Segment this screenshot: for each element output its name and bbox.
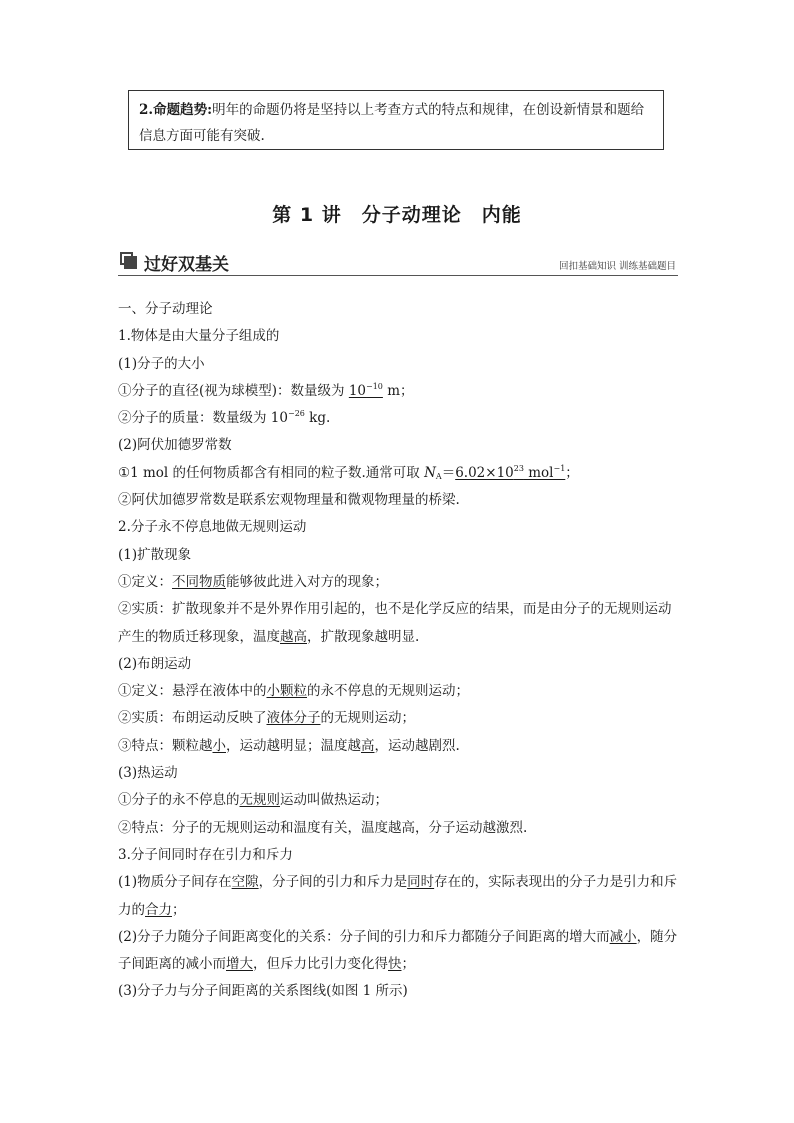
section-header [118, 249, 678, 276]
thermal-definition: ①分子的永不停息的无规则运动叫做热运动； [118, 792, 388, 809]
section-square-icon [120, 252, 136, 268]
trend-text: 明年的命题仍将是坚持以上考查方式的特点和规律，在创设新情景和题给信息方面可能有突破. [139, 102, 645, 144]
subpoint-brownian: (2)布朗运动 [118, 655, 192, 672]
point-3: 3.分子间同时存在引力和斥力 [118, 846, 293, 863]
subpoint-size: (1)分子的大小 [118, 355, 205, 372]
diffusion-essence: ②实质：扩散现象并不是外界作用引起的，也不是化学反应的结果，而是由分子的无规则运动产生的物质迁移现象，温度越高，扩散现象越明显. [118, 601, 672, 645]
section-title: 过好双基关 [144, 255, 229, 275]
trend-label: 2.命题趋势: [139, 102, 213, 118]
brownian-essence: ②实质：布朗运动反映了液体分子的无规则运动； [118, 710, 415, 727]
subpoint-avogadro: (2)阿伏加德罗常数 [118, 437, 232, 454]
brownian-features: ③特点：颗粒越小，运动越明显；温度越高，运动越剧烈. [118, 737, 460, 754]
main-content [118, 296, 680, 1006]
heading-molecular-theory: 一、分子动理论 [118, 301, 213, 317]
section-subtitle: 回扣基础知识 训练基础题目 [558, 261, 676, 272]
molecule-mass: ②分子的质量：数量级为 $10^{-26}$ kg. [118, 409, 331, 427]
avogadro-bridge: ②阿伏加德罗常数是联系宏观物理量和微观物理量的桥梁. [118, 492, 460, 509]
avogadro-value: ①1 mol 的任何物质都含有相同的粒子数.通常可取 $N_A=6.02\times 10^{23}$ mol$^{-1}$； [118, 463, 579, 481]
brownian-definition: ①定义：悬浮在液体中的小颗粒的永不停息的无规则运动； [118, 683, 469, 700]
point-2: 2.分子永不停息地做无规则运动 [118, 519, 307, 536]
thermal-features: ②特点：分子的无规则运动和温度有关，温度越高，分子运动越激烈. [118, 819, 528, 836]
force-graph-caption: (3)分子力与分子间距离的关系图线(如图 1 所示) [118, 983, 408, 1000]
subpoint-thermal-motion: (3)热运动 [118, 765, 178, 782]
diffusion-definition: ①定义：不同物质能够彼此进入对方的现象； [118, 573, 388, 590]
forces-vs-distance: (2)分子力随分子间距离变化的关系：分子间的引力和斥力都随分子间距离的增大而减小，随分子间距离的减小而增大，但斥力比引力变化得快； [118, 928, 678, 973]
subpoint-diffusion: (1)扩散现象 [118, 546, 192, 563]
point-1: 1.物体是由大量分子组成的 [118, 328, 280, 345]
forces-gap: (1)物质分子间存在空隙，分子间的引力和斥力是同时存在的，实际表现出的分子力是引力和斥力的合力； [118, 874, 678, 918]
trend-box [128, 90, 664, 150]
molecule-diameter: ①分子的直径(视为球模型)：数量级为 $10^{-10}$ m； [118, 381, 414, 399]
lecture-title: 第 1 讲 分子动理论 内能 [272, 204, 522, 226]
